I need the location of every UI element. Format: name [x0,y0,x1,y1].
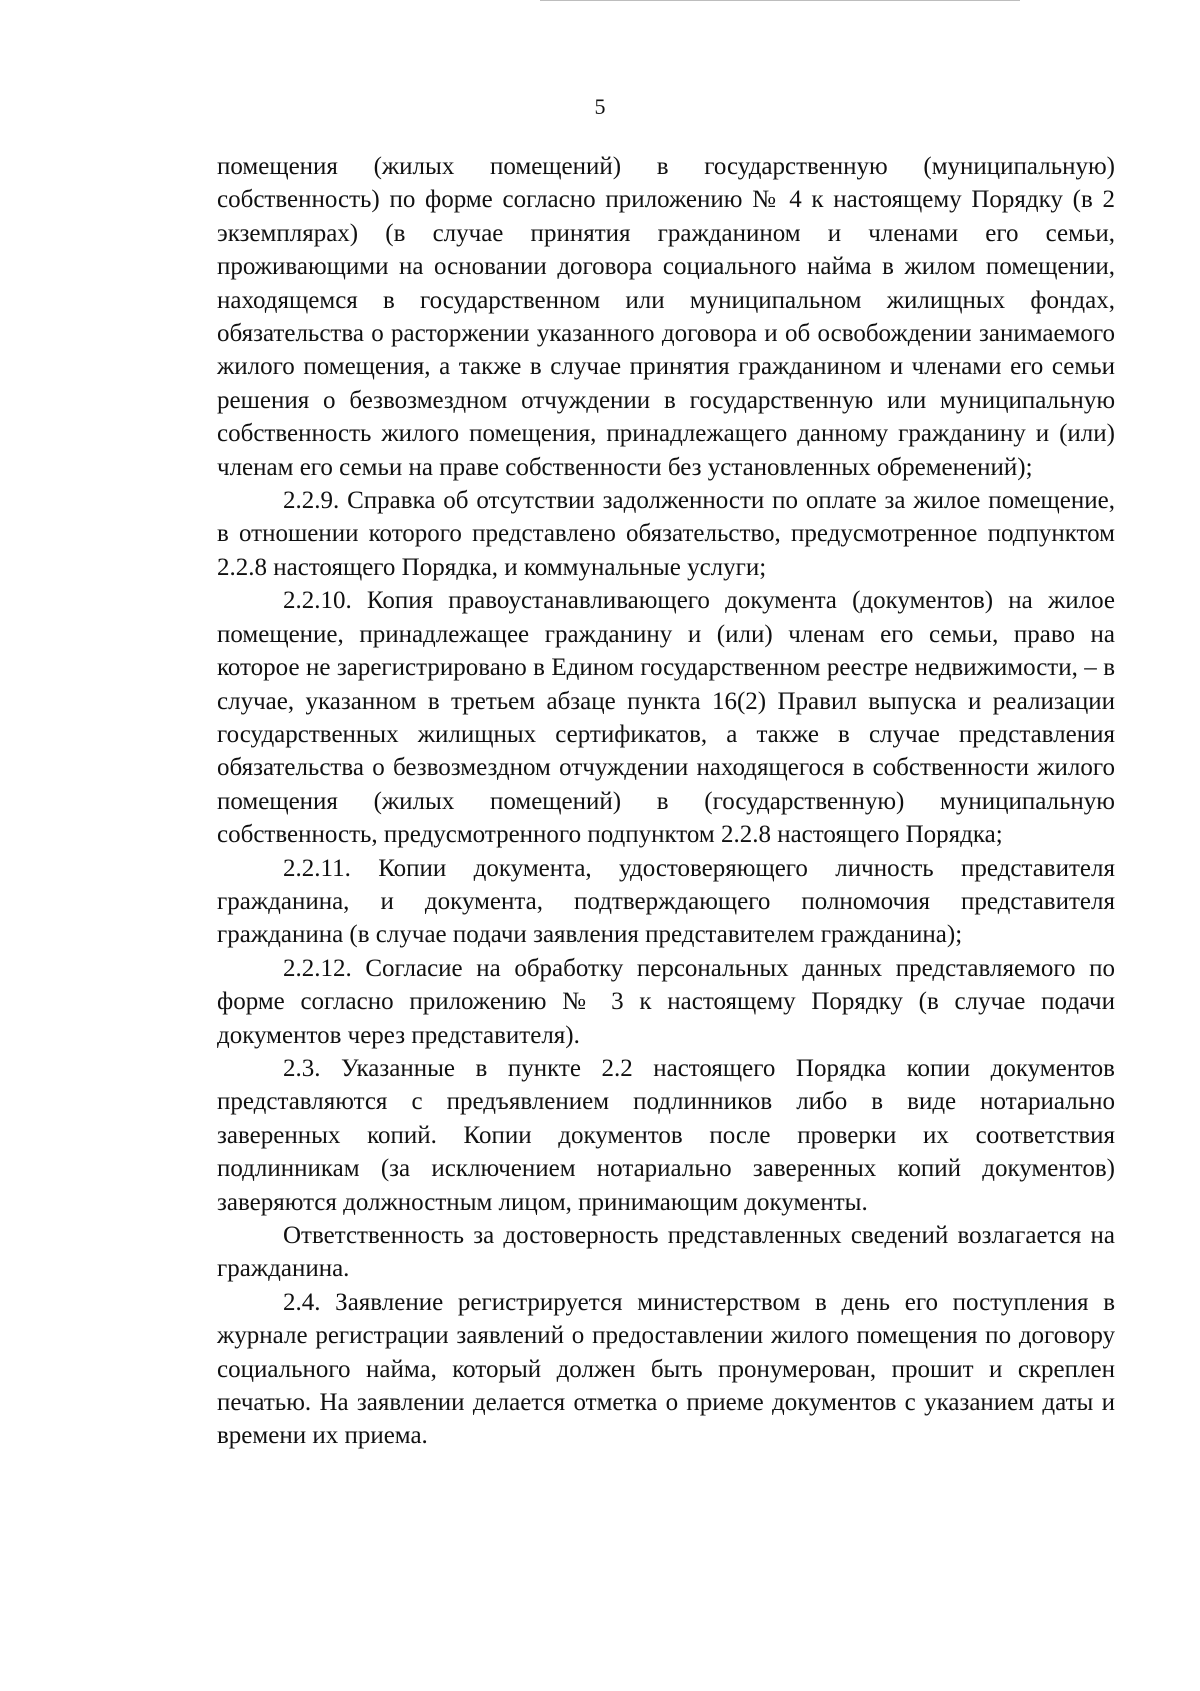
paragraph-2-2-12: 2.2.12. Согласие на обработку персональных данных представляемого по форме согласно приложению № 3 к настоящему Порядку (в случае подачи документов через представителя). [217,954,1115,1049]
page-number: 5 [594,94,606,119]
paragraph-continuation: помещения (жилых помещений) в государственную (муниципальную) собственность) по форме согласно приложению № 4 к настоящему Порядку (в 2 экземплярах) (в случае принятия гражданином и членами его семьи, проживающими на основании договора социального найма в жилом помещении, находящемся в государственном или муниципальном жилищных фондах, обязательства о расторжении указанного договора и об освобождении занимаемого жилого помещения, а также в случае принятия гражданином и членами его семьи решения о безвозмездном отчуждении в государственную или муниципальную собственность жилого помещения, принадлежащего данному гражданину и (или) членам его семьи на праве собственности без установленных обременений); [217,153,1115,481]
paragraph-2-2-10: 2.2.10. Копия правоустанавливающего документа (документов) на жилое помещение, принадлежащее гражданину и (или) членам его семьи, право на которое не зарегистрировано в Едином государственном реестре недвижимости, – в случае, указанном в третьем абзаце пункта 16(2) Правил выпуска и реализации государственных жилищных сертификатов, а также в случае представления обязательства о безвозмездном отчуждении находящегося в собственности жилого помещения (жилых помещений) в (государственную) муниципальную собственность, предусмотренного подпунктом 2.2.8 настоящего Порядка; [217,587,1115,849]
paragraph-2-3: 2.3. Указанные в пункте 2.2 настоящего Порядка копии документов представляются с предъявлением подлинников либо в виде нотариально заверенных копий. Копии документов после проверки их соответствия подлинникам (за исключением нотариально заверенных копий документов) заверяются должностным лицом, принимающим документы. [217,1054,1115,1216]
paragraph-responsibility: Ответственность за достоверность представленных сведений возлагается на гражданина. [217,1222,1115,1283]
document-body [217,150,1115,1453]
paragraph-2-2-9: 2.2.9. Справка об отсутствии задолженности по оплате за жилое помещение, в отношении которого представлено обязательство, предусмотренное подпунктом 2.2.8 настоящего Порядка, и коммунальные услуги; [217,487,1115,581]
scan-edge-line [540,0,1020,1]
paragraph-2-2-11: 2.2.11. Копии документа, удостоверяющего личность представителя гражданина, и документа, подтверждающего полномочия представителя гражданина (в случае подачи заявления представителем гражданина); [217,854,1115,949]
paragraph-2-4: 2.4. Заявление регистрируется министерством в день его поступления в журнале регистрации заявлений о предоставлении жилого помещения по договору социального найма, который должен быть пронумерован, прошит и скреплен печатью. На заявлении делается отметка о приеме документов с указанием даты и времени их приема. [217,1288,1115,1450]
